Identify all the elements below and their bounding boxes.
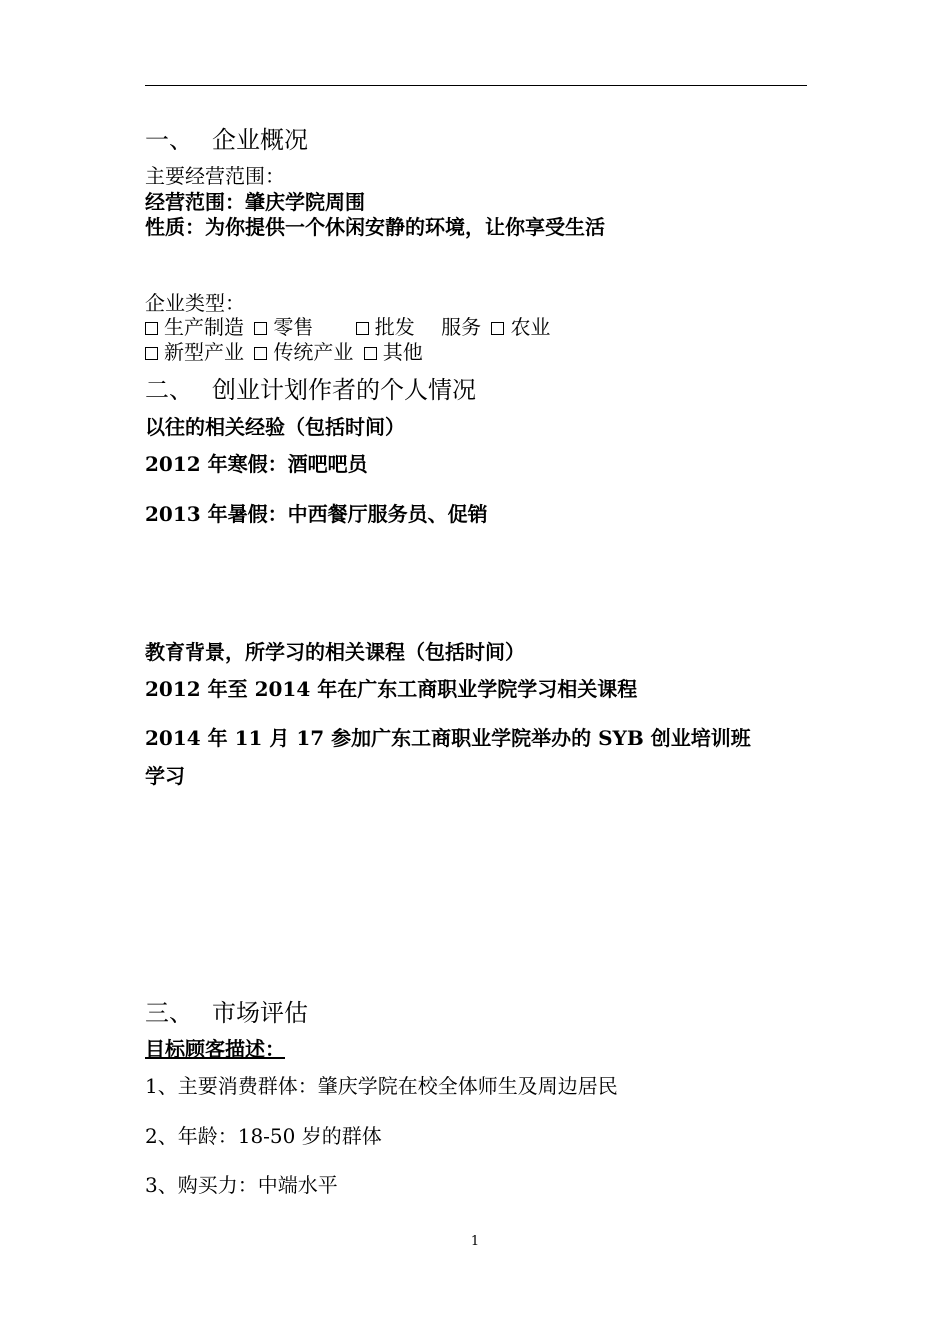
option-wholesale: 批发	[374, 315, 415, 339]
type-options-row-2	[145, 336, 423, 365]
nature-text: 性质：为你提供一个休闲安静的环境，让你享受生活	[145, 215, 605, 239]
section-2-number: 二、	[145, 376, 193, 404]
scope-label: 主要经营范围：	[145, 164, 285, 188]
header-rule	[145, 85, 807, 86]
customer-item: 3、购买力：中端水平	[145, 1173, 338, 1197]
experience-item: 2012 年寒假：酒吧吧员	[145, 452, 368, 476]
checkbox-other[interactable]	[364, 347, 377, 360]
option-retail: 零售	[273, 315, 314, 339]
section-2-heading	[145, 370, 476, 405]
education-item-continued: 学习	[145, 764, 185, 788]
type-label: 企业类型：	[145, 291, 245, 315]
section-2-title: 创业计划作者的个人情况	[212, 376, 476, 404]
section-3-heading	[145, 993, 308, 1028]
option-agriculture: 农业	[510, 315, 551, 339]
scope-text: 经营范围：肇庆学院周围	[145, 190, 365, 214]
education-label: 教育背景，所学习的相关课程（包括时间）	[145, 640, 525, 664]
customers-label	[145, 1033, 295, 1062]
checkbox-production[interactable]	[145, 322, 158, 335]
page-number: 1	[470, 1234, 480, 1249]
section-1-number: 一、	[145, 126, 193, 154]
customer-item: 2、年龄：18-50 岁的群体	[145, 1124, 382, 1148]
experience-item: 2013 年暑假：中西餐厅服务员、促销	[145, 502, 488, 526]
checkbox-new-industry[interactable]	[145, 347, 158, 360]
checkbox-agriculture[interactable]	[491, 322, 504, 335]
option-production: 生产制造	[164, 315, 244, 339]
section-3-number: 三、	[145, 999, 193, 1027]
checkbox-wholesale[interactable]	[356, 322, 369, 335]
checkbox-retail[interactable]	[254, 322, 267, 335]
option-traditional-industry: 传统产业	[273, 340, 354, 364]
education-item: 2014 年 11 月 17 参加广东工商职业学院举办的 SYB 创业培训班	[145, 726, 751, 750]
customer-item: 1、主要消费群体：肇庆学院在校全体师生及周边居民	[145, 1074, 618, 1098]
experience-label: 以往的相关经验（包括时间）	[145, 415, 405, 439]
option-other: 其他	[382, 340, 423, 364]
option-new-industry: 新型产业	[164, 340, 244, 364]
section-1-heading	[145, 120, 308, 155]
section-3-title: 市场评估	[212, 999, 308, 1027]
customers-label-text: 目标顾客描述：	[145, 1037, 285, 1061]
checkbox-traditional-industry[interactable]	[254, 347, 267, 360]
section-1-title: 企业概况	[212, 126, 308, 154]
option-service: 服务	[441, 315, 482, 339]
education-item: 2012 年至 2014 年在广东工商职业学院学习相关课程	[145, 677, 638, 701]
